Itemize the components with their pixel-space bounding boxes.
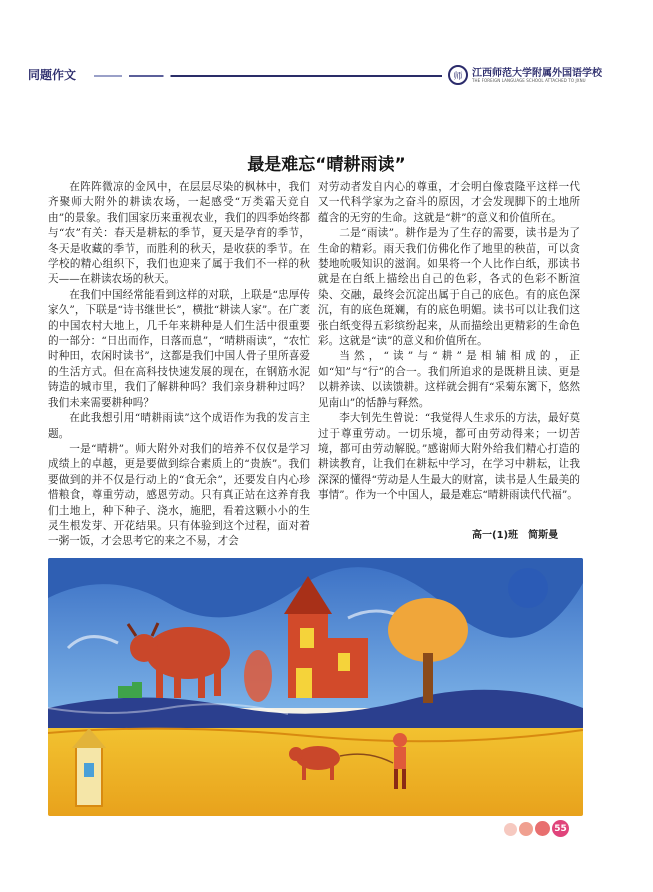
paragraph: 当然，“读”与“耕”是相辅相成的，正如“知”与“行”的合一。我们所追求的是既耕且读、更是以耕养读、以读馈耕。这样就会拥有“采菊东篱下，悠然见南山”的恬静与释然。 — [318, 350, 580, 409]
paragraph: 李大钊先生曾说：“我觉得人生求乐的方法，最好莫过于尊重劳动。一切乐境，都可由劳动得来；一切苦境，都可由劳动解脱。”感谢师大附外给我们精心打造的耕读教育，让我们在耕耘中学习，在学习中耕耘，让我深深的懂得“劳动是人生最大的财富，读书是人生最美的事情”。作为一个中国人，最是难忘“晴耕雨读代代福”。 — [318, 412, 580, 502]
paragraph: 在此我想引用“晴耕雨读”这个成语作为我的发言主题。 — [48, 412, 310, 440]
children-painting — [48, 558, 583, 816]
article-title: 最是难忘“晴耕雨读” — [247, 155, 406, 175]
page-number: 55 — [552, 820, 569, 837]
article-column-right — [318, 180, 580, 504]
painting-illustration — [48, 558, 583, 816]
section-title: 同题作文 — [28, 68, 77, 82]
author-credit: 高一(1)班 简斯曼 — [472, 530, 559, 541]
school-name: 江西师范大学附属外国语学校 — [472, 68, 602, 79]
school-brand — [448, 64, 633, 88]
decor-dot — [535, 821, 550, 836]
school-english-name: THE FOREIGN LANGUAGE SCHOOL ATTACHED TO JXNU — [472, 78, 586, 83]
paragraph: 对劳动者发自内心的尊重，才会明白像袁隆平这样一代又一代科学家为之奋斗的原因，才会发现脚下的土地所蕴含的无穷的生命。这就是“耕”的意义和价值所在。 — [318, 181, 580, 224]
paragraph: 二是“雨读”。耕作是为了生存的需要，读书是为了生命的精彩。雨天我们仿佛化作了地里的秧苗，可以贪婪地吮吸知识的滋润。如果将一个人比作白纸，那读书就是在白纸上描绘出自己的色彩，各式的色彩不断渲染、交融，最终会沉淀出属于自己的底色。有的底色深沉，有的底色斑斓，有的底色明媚。读书可以让我们这张白纸变得五彩缤纷起来，从而描绘出更精彩的生命色彩。这就是“读”的意义和价值所在。 — [318, 227, 580, 348]
paragraph: 在阵阵微凉的金风中，在层层尽染的枫林中，我们齐聚师大附外的耕读农场，一起感受“万类霜天竞自由”的景象。我们国家历来重视农业，我们的四季始终都与“农”有关：春天是耕耘的季节，夏天是孕育的季节，冬天是收藏的季节，而胜利的秋天，是收获的季节。在学校的精心组织下，我们也迎来了属于我们不一样的秋天——在耕读农场的秋天。 — [48, 181, 310, 286]
paragraph: 一是“晴耕”。师大附外对我们的培养不仅仅是学习成绩上的卓越，更是要做到综合素质上的“贵族”。我们要做到的并不仅是行动上的“食无余”，还要发自内心珍惜粮食，尊重劳动，感恩劳动。只有真正站在这养育我们土地上，种下种子、浇水，施肥，看着这颗小小的生灵生根发芽、开花结果。只有体验到这个过程，面对着一粥一饭，才会思考它的来之不易，才会 — [48, 442, 310, 548]
paragraph: 在我们中国经常能看到这样的对联，上联是“忠厚传家久”，下联是“诗书继世长”，横批“耕读人家”。在广袤的中国农村大地上，几千年来耕种是人们生活中很重要的一部分：“日出而作，日落而息”，“晴耕雨读”，“农忙时种田，农闲时读书”，这都是我们中国人骨子里所喜爱的生活方式。但在高科技快速发展的现在，在钢筋水泥铸造的城市里，我们了解耕种吗？我们亲身耕种过吗？我们未来需要耕种吗？ — [48, 288, 310, 409]
decor-dot — [519, 822, 533, 836]
article-column-left — [48, 180, 310, 550]
decor-dot — [504, 823, 517, 836]
school-logo-icon: 师 — [448, 65, 468, 85]
header-divider — [94, 75, 442, 77]
